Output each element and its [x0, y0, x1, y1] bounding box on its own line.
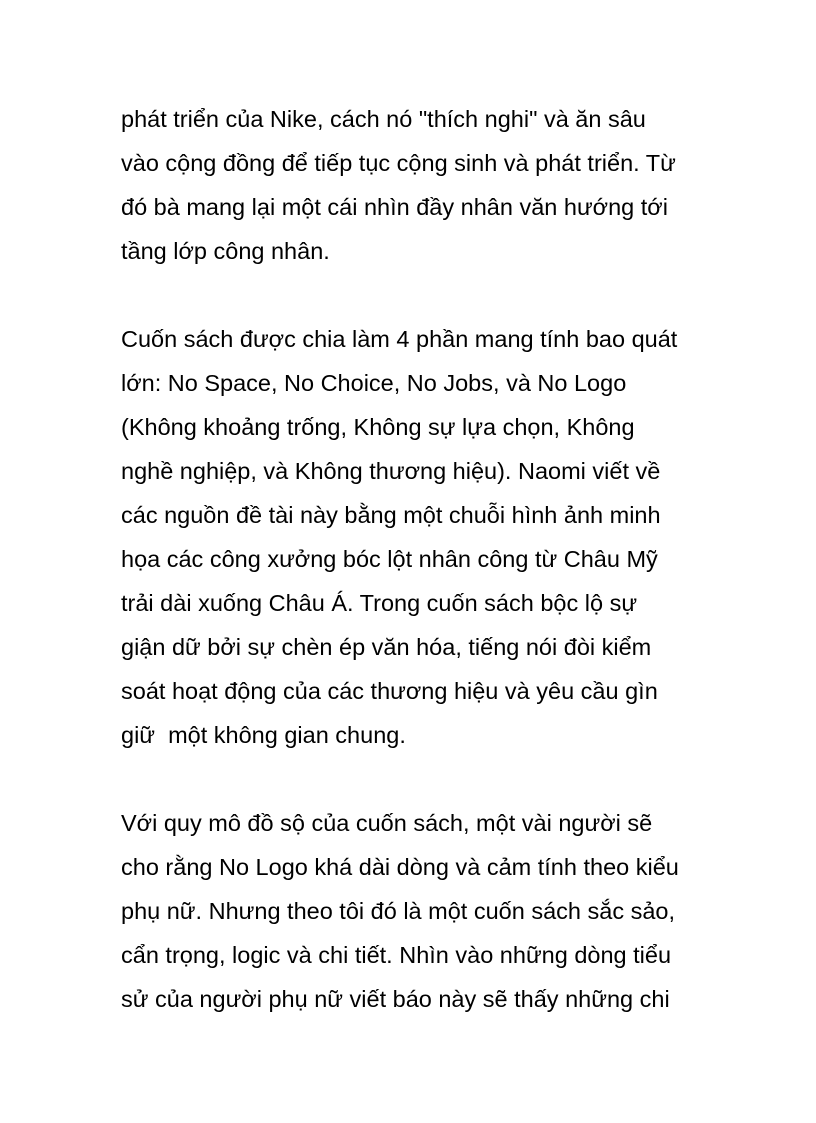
document-body [121, 97, 711, 1021]
text-line: (Không khoảng trống, Không sự lựa chọn, Không [121, 414, 635, 440]
text-line: phụ nữ. Nhưng theo tôi đó là một cuốn sách sắc sảo, [121, 898, 676, 924]
text-line: sử của người phụ nữ viết báo này sẽ thấy những chi [121, 986, 670, 1012]
text-line: các nguồn đề tài này bằng một chuỗi hình ảnh minh [121, 502, 661, 528]
text-line: họa các công xưởng bóc lột nhân công từ Châu Mỹ [121, 546, 658, 572]
text-line: Cuốn sách được chia làm 4 phần mang tính bao quát [121, 326, 678, 352]
paragraph-3 [121, 801, 711, 1021]
text-line: cẩn trọng, logic và chi tiết. Nhìn vào những dòng tiểu [121, 942, 672, 968]
text-line: giữ một không gian chung. [121, 722, 406, 748]
text-line: tầng lớp công nhân. [121, 238, 330, 264]
text-line: cho rằng No Logo khá dài dòng và cảm tính theo kiểu [121, 854, 679, 880]
text-line: phát triển của Nike, cách nó "thích nghi" và ăn sâu [121, 106, 646, 132]
text-line: lớn: No Space, No Choice, No Jobs, và No Logo [121, 370, 627, 396]
text-line: trải dài xuống Châu Á. Trong cuốn sách bộc lộ sự [121, 590, 638, 616]
text-line: Với quy mô đồ sộ của cuốn sách, một vài người sẽ [121, 810, 653, 836]
paragraph-gap [121, 757, 711, 801]
text-line: giận dữ bởi sự chèn ép văn hóa, tiếng nói đòi kiểm [121, 634, 652, 660]
paragraph-gap [121, 273, 711, 317]
paragraph-2 [121, 317, 711, 757]
text-line: nghề nghiệp, và Không thương hiệu). Naomi viết về [121, 458, 661, 484]
text-line: đó bà mang lại một cái nhìn đầy nhân văn hướng tới [121, 194, 668, 220]
text-line: vào cộng đồng để tiếp tục cộng sinh và phát triển. Từ [121, 150, 676, 176]
paragraph-1 [121, 97, 711, 273]
text-line: soát hoạt động của các thương hiệu và yêu cầu gìn [121, 678, 658, 704]
